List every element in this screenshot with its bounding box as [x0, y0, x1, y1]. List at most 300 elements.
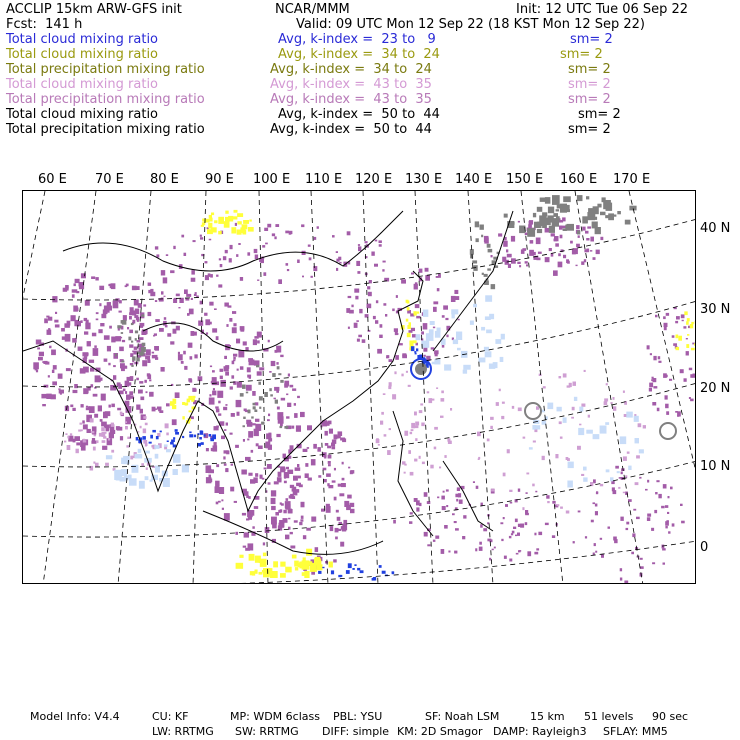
- cloud-cell: [327, 446, 331, 449]
- cloud-cell: [148, 312, 152, 316]
- cloud-cell: [166, 433, 169, 436]
- cloud-cell: [125, 426, 128, 429]
- cloud-cell: [419, 456, 421, 459]
- cloud-cell: [534, 430, 537, 433]
- cloud-cell: [653, 386, 657, 388]
- cloud-cell: [173, 469, 178, 475]
- cloud-cell: [127, 327, 129, 329]
- cloud-cell: [454, 551, 457, 554]
- cloud-cell: [340, 542, 344, 547]
- cloud-cell: [424, 532, 428, 537]
- cloud-cell: [285, 567, 292, 573]
- cloud-cell: [305, 463, 308, 467]
- cloud-cell: [438, 274, 441, 278]
- cloud-cell: [647, 480, 649, 483]
- cloud-cell: [129, 330, 133, 334]
- cloud-cell: [218, 231, 222, 235]
- cloud-cell: [271, 361, 276, 366]
- cloud-cell: [321, 509, 325, 512]
- footer-item: Model Info: V4.4: [30, 710, 120, 723]
- cloud-cell: [224, 356, 227, 359]
- cloud-cell: [194, 435, 196, 438]
- cloud-cell: [518, 221, 520, 223]
- cloud-cell: [141, 352, 144, 355]
- cloud-cell: [577, 446, 581, 450]
- cloud-cell: [435, 536, 439, 539]
- cloud-cell: [652, 377, 654, 379]
- cloud-cell: [332, 440, 336, 444]
- cloud-cell: [538, 252, 542, 254]
- cloud-cell: [479, 358, 486, 363]
- cloud-cell: [277, 366, 280, 369]
- cloud-cell: [451, 309, 458, 314]
- cloud-cell: [52, 370, 55, 373]
- legend-avg: Avg, k-index = 50 to 44: [278, 107, 440, 122]
- cloud-cell: [209, 398, 215, 405]
- cloud-cell: [475, 548, 477, 551]
- cloud-cell: [76, 449, 79, 454]
- cloud-cell: [232, 327, 237, 333]
- cloud-cell: [311, 459, 316, 465]
- cloud-cell: [299, 522, 302, 525]
- cloud-cell: [290, 385, 294, 388]
- cloud-cell: [387, 450, 391, 455]
- cloud-cell: [101, 314, 106, 318]
- cloud-cell: [212, 391, 216, 396]
- cloud-cell: [189, 434, 193, 437]
- cloud-cell: [204, 434, 206, 436]
- cloud-cell: [549, 248, 552, 251]
- cloud-cell: [552, 501, 555, 504]
- cloud-cell: [164, 444, 168, 446]
- cloud-cell: [163, 277, 168, 283]
- cloud-cell: [338, 529, 341, 531]
- cloud-cell: [229, 345, 231, 347]
- cloud-cell: [160, 431, 162, 433]
- cloud-cell: [326, 473, 331, 477]
- cloud-cell: [232, 311, 236, 314]
- cloud-cell: [331, 570, 334, 574]
- legend-row: [6, 77, 736, 92]
- cloud-cell: [342, 524, 347, 531]
- cloud-cell: [243, 220, 249, 224]
- cloud-cell: [155, 346, 159, 351]
- cloud-cell: [145, 423, 148, 426]
- cloud-cell: [375, 240, 378, 242]
- cloud-cell: [113, 375, 116, 380]
- cloud-cell: [346, 570, 350, 574]
- footer-item: 90 sec: [652, 710, 689, 723]
- cloud-cell: [96, 312, 99, 314]
- cloud-cell: [484, 274, 488, 277]
- cloud-cell: [608, 213, 614, 220]
- cloud-cell: [286, 263, 289, 266]
- cloud-cell: [123, 456, 130, 464]
- cloud-cell: [287, 470, 293, 474]
- cloud-cell: [130, 307, 134, 312]
- cloud-cell: [125, 366, 127, 368]
- cloud-cell: [435, 352, 438, 356]
- cloud-cell: [382, 269, 384, 271]
- cloud-cell: [556, 209, 559, 211]
- cloud-cell: [358, 335, 362, 338]
- cloud-cell: [534, 552, 538, 555]
- cloud-cell: [166, 403, 170, 406]
- cloud-cell: [36, 370, 38, 373]
- cloud-cell: [665, 404, 669, 409]
- cloud-cell: [680, 504, 683, 506]
- cloud-cell: [326, 422, 330, 426]
- cloud-cell: [83, 388, 88, 394]
- cloud-cell: [175, 432, 179, 435]
- cloud-cell: [199, 437, 202, 440]
- cloud-cell: [224, 429, 226, 431]
- cloud-cell: [358, 244, 360, 246]
- cloud-cell: [539, 374, 542, 376]
- cloud-cell: [76, 309, 78, 311]
- cloud-cell: [290, 532, 293, 534]
- cloud-cell: [491, 489, 494, 491]
- cloud-cell: [249, 554, 255, 561]
- cloud-cell: [296, 425, 301, 431]
- cloud-cell: [94, 387, 96, 389]
- cloud-cell: [120, 477, 126, 482]
- cloud-cell: [410, 512, 413, 514]
- cloud-cell: [198, 321, 203, 326]
- cloud-cell: [340, 438, 345, 441]
- cloud-cell: [383, 303, 386, 306]
- cloud-cell: [145, 451, 150, 454]
- cloud-cell: [407, 310, 411, 314]
- latitude-line: [23, 301, 696, 387]
- cloud-cell: [332, 480, 336, 482]
- cloud-cell: [619, 477, 621, 479]
- cloud-cell: [280, 573, 286, 578]
- cloud-cell: [446, 489, 449, 491]
- cloud-cell: [430, 321, 435, 325]
- cloud-cell: [404, 464, 406, 466]
- cloud-cell: [74, 283, 76, 286]
- cloud-cell: [655, 315, 658, 318]
- cloud-cell: [300, 412, 305, 417]
- cloud-cell: [85, 353, 88, 356]
- cloud-cell: [553, 213, 558, 217]
- cloud-cell: [663, 373, 667, 378]
- cloud-cell: [668, 531, 670, 533]
- cloud-cell: [271, 498, 276, 504]
- cloud-cell: [184, 253, 187, 256]
- footer-item: MP: WDM 6class: [230, 710, 320, 723]
- cloud-cell: [142, 436, 146, 440]
- legend-avg: Avg, k-index = 43 to 35: [270, 92, 432, 107]
- cloud-cell: [129, 478, 137, 485]
- cloud-cell: [147, 373, 150, 376]
- cloud-cell: [505, 504, 508, 507]
- cloud-cell: [60, 393, 62, 395]
- cloud-cell: [175, 429, 178, 432]
- lon-label: 80 E: [150, 172, 179, 187]
- cloud-cell: [208, 273, 211, 277]
- cloud-cell: [515, 535, 517, 537]
- cloud-cell: [150, 480, 153, 482]
- cloud-cell: [267, 464, 272, 469]
- cloud-cell: [278, 279, 282, 284]
- cloud-cell: [94, 435, 97, 437]
- cloud-cell: [337, 436, 340, 439]
- cloud-cell: [117, 408, 121, 411]
- cloud-cell: [253, 339, 257, 345]
- cloud-cell: [355, 296, 358, 300]
- cloud-cell: [86, 406, 88, 408]
- cloud-cell: [588, 208, 594, 215]
- cloud-cell: [264, 392, 268, 397]
- cloud-cell: [190, 356, 193, 359]
- cloud-cell: [519, 265, 521, 267]
- cloud-cell: [253, 477, 257, 483]
- cloud-cell: [423, 348, 427, 352]
- latitude-line: [43, 541, 696, 584]
- cloud-cell: [349, 310, 354, 314]
- cloud-cell: [623, 492, 626, 494]
- cloud-cell: [284, 481, 287, 484]
- longitude-line: [629, 191, 696, 584]
- cloud-cell: [683, 326, 686, 328]
- cloud-cell: [220, 369, 224, 372]
- cloud-cell: [236, 400, 242, 407]
- cloud-cell: [181, 235, 184, 238]
- cloud-cell: [509, 536, 512, 538]
- cloud-cell: [416, 334, 421, 340]
- cloud-cell: [248, 410, 251, 414]
- cloud-cell: [395, 355, 399, 360]
- cloud-cell: [247, 439, 249, 441]
- cloud-cell: [408, 385, 411, 387]
- cloud-cell: [83, 367, 89, 373]
- cloud-cell: [552, 195, 560, 205]
- lon-label: 110 E: [305, 172, 343, 187]
- legend-avg: Avg, k-index = 34 to 24: [270, 62, 432, 77]
- cloud-cell: [680, 369, 684, 373]
- cloud-cell: [209, 215, 212, 219]
- cloud-cell: [407, 333, 411, 337]
- cloud-cell: [415, 438, 417, 441]
- cloud-cell: [267, 224, 271, 228]
- cloud-cell: [59, 390, 64, 394]
- cloud-cell: [555, 454, 558, 458]
- cloud-cell: [125, 391, 127, 394]
- cloud-cell: [80, 423, 83, 425]
- storm-swirl: [660, 423, 676, 439]
- cloud-cell: [207, 229, 213, 234]
- cloud-cell: [470, 254, 473, 258]
- cloud-cell: [315, 557, 320, 562]
- cloud-cell: [379, 335, 383, 338]
- cloud-cell: [686, 351, 689, 355]
- cloud-cell: [240, 277, 243, 281]
- cloud-cell: [404, 472, 406, 474]
- cloud-cell: [626, 522, 629, 525]
- cloud-cell: [595, 551, 597, 553]
- cloud-cell: [233, 354, 237, 357]
- cloud-cell: [455, 494, 459, 498]
- cloud-cell: [247, 252, 250, 255]
- cloud-cell: [288, 509, 293, 513]
- cloud-cell: [234, 501, 237, 503]
- cloud-cell: [491, 255, 493, 257]
- cloud-cell: [643, 425, 646, 428]
- cloud-cell: [51, 350, 56, 356]
- cloud-cell: [81, 404, 84, 407]
- cloud-cell: [487, 244, 491, 248]
- cloud-cell: [39, 352, 44, 357]
- cloud-cell: [582, 216, 588, 223]
- cloud-cell: [649, 383, 653, 388]
- longitude-line: [311, 191, 328, 584]
- cloud-cell: [121, 469, 127, 476]
- cloud-cell: [259, 396, 263, 400]
- cloud-cell: [205, 261, 208, 263]
- cloud-cell: [115, 354, 117, 357]
- cloud-cell: [557, 204, 562, 208]
- cloud-cell: [214, 442, 217, 446]
- cloud-cell: [208, 223, 212, 229]
- map-panel: [22, 190, 696, 584]
- cloud-cell: [656, 480, 659, 482]
- init-time: Init: 12 UTC Tue 06 Sep 22: [516, 2, 689, 17]
- cloud-cell: [140, 323, 145, 327]
- cloud-cell: [411, 273, 414, 275]
- cloud-cell: [333, 559, 337, 562]
- cloud-cell: [242, 230, 246, 235]
- cloud-cell: [83, 440, 87, 442]
- cloud-cell: [91, 441, 96, 444]
- cloud-cell: [99, 378, 103, 381]
- cloud-cell: [672, 523, 675, 526]
- cloud-cell: [681, 521, 685, 524]
- cloud-cell: [350, 470, 354, 474]
- cloud-cell: [492, 549, 494, 551]
- cloud-cell: [276, 434, 280, 437]
- cloud-cell: [206, 477, 212, 483]
- cloud-cell: [286, 416, 289, 418]
- cloud-cell: [647, 517, 650, 521]
- cloud-cell: [687, 318, 690, 321]
- cloud-cell: [52, 381, 57, 385]
- cloud-cell: [55, 312, 57, 314]
- cloud-cell: [673, 343, 677, 346]
- cloud-cell: [299, 484, 303, 487]
- cloud-cell: [342, 462, 344, 465]
- cloud-cell: [658, 356, 661, 359]
- cloud-cell: [536, 238, 541, 245]
- cloud-cell: [446, 505, 448, 507]
- lon-label: 100 E: [253, 172, 291, 187]
- cloud-cell: [136, 317, 139, 320]
- cloud-cell: [143, 304, 146, 306]
- cloud-cell: [563, 417, 567, 423]
- cloud-cell: [563, 228, 567, 231]
- cloud-cell: [201, 225, 204, 227]
- cloud-cell: [277, 477, 282, 481]
- cloud-cell: [307, 447, 309, 449]
- cloud-cell: [500, 522, 503, 524]
- cloud-cell: [166, 449, 171, 452]
- legend-field: Total cloud mixing ratio: [6, 47, 159, 62]
- cloud-cell: [104, 335, 110, 340]
- cloud-cell: [242, 513, 246, 516]
- cloud-cell: [268, 482, 271, 484]
- cloud-cell: [265, 442, 270, 449]
- cloud-cell: [161, 367, 165, 372]
- cloud-cell: [432, 399, 435, 401]
- cloud-cell: [182, 436, 184, 438]
- cloud-cell: [90, 418, 94, 422]
- cloud-cell: [311, 517, 316, 522]
- cloud-cell: [430, 465, 433, 469]
- cloud-cell: [93, 462, 95, 464]
- cloud-cell: [501, 334, 505, 340]
- cloud-cell: [441, 549, 445, 554]
- cloud-cell: [530, 240, 534, 244]
- cloud-cell: [184, 366, 187, 370]
- cloud-cell: [37, 347, 40, 349]
- cloud-cell: [651, 528, 654, 531]
- cloud-cell: [560, 235, 563, 239]
- cloud-cell: [441, 398, 445, 402]
- cloud-cell: [292, 388, 296, 391]
- cloud-cell: [95, 277, 98, 280]
- cloud-cell: [222, 508, 224, 510]
- cloud-cell: [592, 222, 598, 229]
- legend-row: [6, 122, 736, 137]
- cloud-cell: [145, 356, 150, 360]
- cloud-cell: [658, 494, 661, 498]
- cloud-cell: [253, 403, 256, 406]
- cloud-cell: [326, 504, 330, 509]
- cloud-cell: [348, 467, 350, 469]
- cloud-cell: [274, 236, 276, 239]
- cloud-cell: [454, 521, 457, 523]
- cloud-cell: [601, 555, 604, 558]
- cloud-cell: [117, 325, 121, 328]
- cloud-cell: [655, 492, 658, 494]
- cloud-cell: [91, 431, 94, 433]
- cloud-cell: [458, 319, 460, 321]
- cloud-cell: [479, 542, 482, 545]
- lon-label: 120 E: [355, 172, 393, 187]
- cloud-cell: [328, 485, 333, 488]
- cloud-cell: [360, 570, 364, 573]
- cloud-cell: [192, 388, 196, 392]
- cloud-cell: [503, 473, 506, 477]
- cloud-cell: [216, 336, 219, 340]
- cloud-cell: [109, 326, 112, 329]
- cloud-cell: [675, 321, 678, 323]
- legend-row: [6, 107, 736, 122]
- cloud-cell: [138, 303, 142, 308]
- cloud-cell: [293, 476, 298, 481]
- cloud-cell: [444, 364, 451, 370]
- cloud-cell: [121, 320, 125, 324]
- cloud-cell: [228, 216, 233, 222]
- cloud-cell: [67, 445, 71, 450]
- cloud-cell: [529, 447, 533, 449]
- cloud-cell: [515, 519, 518, 523]
- cloud-cell: [283, 469, 286, 472]
- cloud-cell: [230, 245, 233, 249]
- cloud-cell: [631, 552, 634, 555]
- cloud-cell: [204, 313, 207, 316]
